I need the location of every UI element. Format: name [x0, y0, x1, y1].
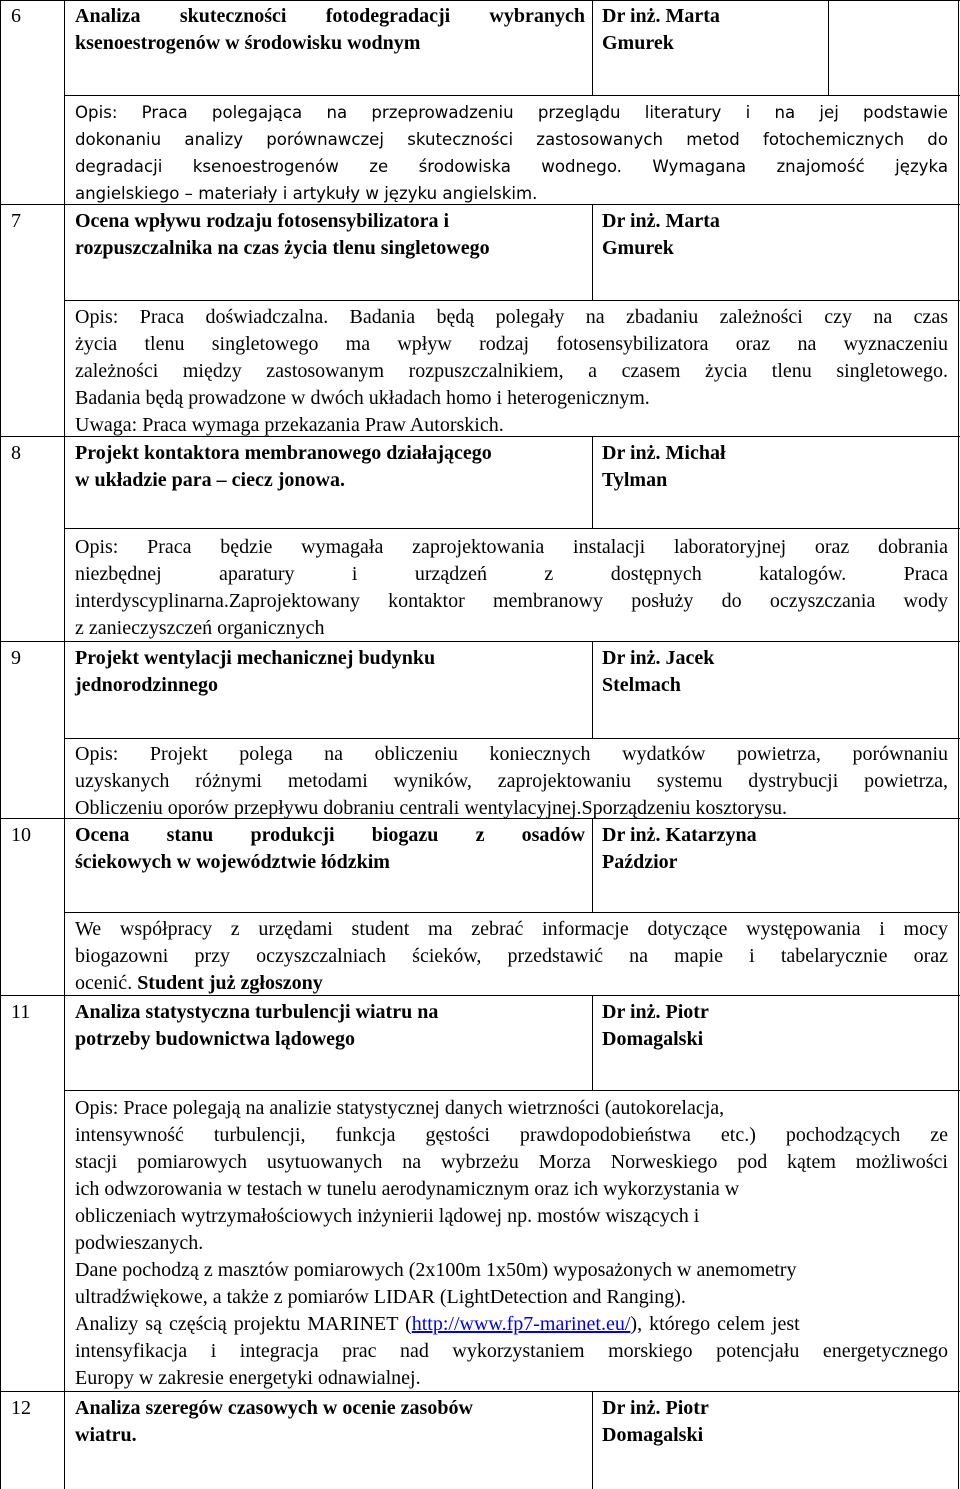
- topic-title: Projekt kontaktora membranowego działającego: [75, 442, 492, 464]
- description-text: ), którego celem jest: [630, 1313, 800, 1335]
- topic-title: Analiza szeregów czasowych w ocenie zasobów: [75, 1397, 473, 1419]
- header-divider-9: [64, 738, 960, 739]
- header-divider-6: [64, 95, 960, 96]
- row-number: 11: [11, 1001, 31, 1023]
- description-line: Opis: Prace polegają na analizie statystycznej danych wietrzności (autokorelacja,: [75, 1097, 725, 1119]
- description-line: ultradźwiękowe, a także z pomiarów LIDAR (LightDetection and Ranging).: [75, 1286, 686, 1308]
- description-line: uzyskanych różnymi metodami wyników, zaprojektowaniu systemu dystrybucji powietrza,: [75, 770, 948, 792]
- topic-title: potrzeby budownictwa lądowego: [75, 1028, 356, 1050]
- topic-title: jednorodzinnego: [75, 674, 218, 696]
- topic-title: wiatru.: [75, 1424, 137, 1446]
- row-number: 9: [11, 647, 21, 669]
- description-line: Opis: Praca doświadczalna. Badania będą polegały na zbadaniu zależności czy na czas: [75, 306, 948, 328]
- table-border-top: [0, 0, 960, 1]
- topic-title: Projekt wentylacji mechanicznej budynku: [75, 647, 436, 669]
- header-divider-8: [64, 528, 960, 529]
- topic-title: ksenoestrogenów w środowisku wodnym: [75, 32, 421, 54]
- supervisor-name: Dr inż. Jacek: [602, 647, 715, 669]
- description-line: Opis: Praca będzie wymagała zaprojektowania instalacji laboratoryjnej oraz dobrania: [75, 536, 948, 558]
- description-line: obliczeniach wytrzymałościowych inżynierii lądowej np. mostów wiszących i: [75, 1205, 700, 1227]
- title-supervisor-divider-7: [592, 204, 593, 300]
- topic-title: rozpuszczalnika na czas życia tlenu singletowego: [75, 237, 490, 259]
- supervisor-name: Domagalski: [602, 1424, 704, 1446]
- table-border-right: [958, 0, 959, 1489]
- supervisor-name: Stelmach: [602, 674, 681, 696]
- table-border-left: [0, 0, 1, 1489]
- header-divider-7: [64, 300, 960, 301]
- header-divider-10: [64, 912, 960, 913]
- description-line: biogazowni przy oczyszczalniach ścieków, przedstawić na mapie i tabelarycznie oraz: [75, 945, 948, 967]
- description-line: podwieszanych.: [75, 1232, 204, 1254]
- supervisor-name: Dr inż. Marta: [602, 5, 720, 27]
- description-line: interdyscyplinarna.Zaprojektowany kontaktor membranowy posłuży do oczyszczania wody: [75, 590, 948, 612]
- supervisor-name: Gmurek: [602, 32, 674, 54]
- description-line: intensywność turbulencji, funkcja gęstości prawdopodobieństwa etc.) pochodzących ze: [75, 1124, 948, 1146]
- description-line: Badania będą prowadzone w dwóch układach homo i heterogenicznym.: [75, 387, 650, 409]
- topic-title: w układzie para – ciecz jonowa.: [75, 469, 345, 491]
- row-number: 6: [11, 5, 21, 27]
- description-line: z zanieczyszczeń organicznych: [75, 617, 325, 639]
- supervisor-name: Tylman: [602, 469, 668, 491]
- row-number: 10: [11, 824, 31, 846]
- supervisor-name: Paździor: [602, 851, 678, 873]
- description-line: ich odwzorowania w testach w tunelu aerodynamicznym oraz ich wykorzystania w: [75, 1178, 740, 1200]
- description-line: Opis: Projekt polega na obliczeniu koniecznych wydatków powietrza, porównaniu: [75, 743, 948, 765]
- status-note: Student już zgłoszony: [137, 972, 323, 994]
- title-supervisor-divider-12: [592, 1391, 593, 1489]
- supervisor-name: Dr inż. Piotr: [602, 1001, 709, 1023]
- description-text: Analizy są częścią projektu MARINET (: [75, 1313, 412, 1335]
- description-line: Dane pochodzą z masztów pomiarowych (2x100m 1x50m) wyposażonych w anemometry: [75, 1259, 797, 1281]
- title-supervisor-divider-6: [592, 0, 593, 95]
- topic-title: Analiza statystyczna turbulencji wiatru na: [75, 1001, 439, 1023]
- description-line: dokonaniu analizy porównawczej skuteczności zastosowanych metod fotochemicznych do: [75, 130, 948, 149]
- description-line: życia tlenu singletowego ma wpływ rodzaj fotosensybilizatora oraz na wyznaczeniu: [75, 333, 948, 355]
- description-line: Europy w zakresie energetyki odnawialnej.: [75, 1367, 421, 1389]
- topic-title: Analiza skuteczności fotodegradacji wybranych: [75, 5, 585, 27]
- supervisor-name: Dr inż. Michał: [602, 442, 726, 464]
- project-link[interactable]: http://www.fp7-marinet.eu/: [411, 1313, 631, 1335]
- row-number: 7: [11, 210, 21, 232]
- description-text: ocenić.: [75, 972, 133, 994]
- row-number: 12: [11, 1397, 31, 1419]
- description-line: angielskiego – materiały i artykuły w języku angielskim.: [75, 184, 538, 203]
- description-line: Opis: Praca polegająca na przeprowadzeniu przeglądu literatury i na jej podstawie: [75, 103, 948, 122]
- header-divider-11: [64, 1090, 960, 1091]
- title-supervisor-divider-9: [592, 641, 593, 738]
- title-supervisor-divider-10: [592, 818, 593, 912]
- supervisor-name: Gmurek: [602, 237, 674, 259]
- topic-title: Ocena wpływu rodzaju fotosensybilizatora i: [75, 210, 450, 232]
- description-line: [75, 970, 948, 997]
- title-supervisor-divider-8: [592, 436, 593, 528]
- description-line: niezbędnej aparatury i urządzeń z dostępnych katalogów. Praca: [75, 563, 948, 585]
- supervisor-name: Dr inż. Piotr: [602, 1397, 709, 1419]
- supervisor-name: Dr inż. Marta: [602, 210, 720, 232]
- description-line: Uwaga: Praca wymaga przekazania Praw Autorskich.: [75, 414, 504, 436]
- supervisor-name: Dr inż. Katarzyna: [602, 824, 757, 846]
- description-line: Obliczeniu oporów przepływu dobraniu centrali wentylacyjnej.Sporządzeniu kosztorysu.: [75, 797, 788, 819]
- title-supervisor-divider-11: [592, 995, 593, 1090]
- description-line: [75, 1311, 948, 1338]
- topic-title: ściekowych w województwie łódzkim: [75, 851, 390, 873]
- description-line: stacji pomiarowych usytuowanych na wybrzeżu Morza Norweskiego pod kątem możliwości: [75, 1151, 948, 1173]
- number-column-divider: [64, 0, 65, 1489]
- description-line: We współpracy z urzędami student ma zebrać informacje dotyczące występowania i mocy: [75, 918, 948, 940]
- description-line: zależności między zastosowanym rozpuszczalnikiem, a czasem życia tlenu singletowego.: [75, 360, 948, 382]
- topic-title: Ocena stanu produkcji biogazu z osadów: [75, 824, 585, 846]
- supervisor-name: Domagalski: [602, 1028, 704, 1050]
- description-line: intensyfikacja i integracja prac nad wykorzystaniem morskiego potencjału energetycznego: [75, 1340, 948, 1362]
- row-number: 8: [11, 442, 21, 464]
- description-line: degradacji ksenoestrogenów ze środowiska wodnego. Wymagana znajomość języka: [75, 157, 948, 176]
